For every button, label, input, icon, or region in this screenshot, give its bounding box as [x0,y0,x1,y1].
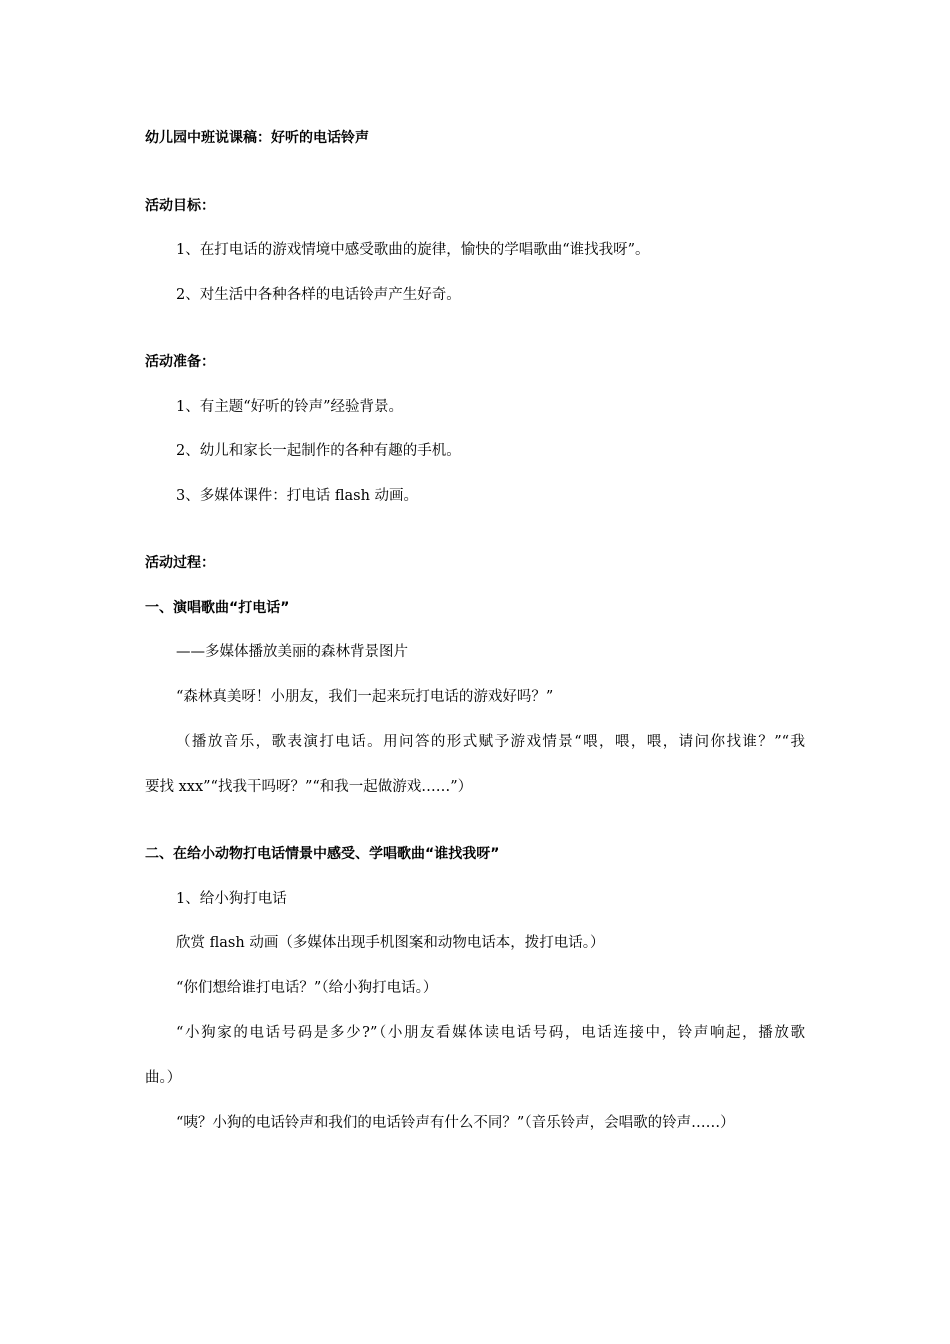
section2-paragraph-2: 欣赏 flash 动画（多媒体出现手机图案和动物电话本，拨打电话。） [176,935,605,951]
section2-heading: 二、在给小动物打电话情景中感受、学唱歌曲“谁找我呀” [145,846,500,862]
section1-paragraph-2: “森林真美呀！小朋友，我们一起来玩打电话的游戏好吗？” [176,689,554,705]
goals-heading: 活动目标： [145,198,215,214]
goal-item-2: 2、对生活中各种各样的电话铃声产生好奇。 [176,287,461,303]
section1-paragraph-3-line-1: （播放音乐，歌表演打电话。用问答的形式赋予游戏情景“喂，喂，喂，请问你找谁？”“我 [176,734,805,750]
goal-item-1: 1、在打电话的游戏情境中感受歌曲的旋律，愉快的学唱歌曲“谁找我呀”。 [176,242,650,258]
prep-item-2: 2、幼儿和家长一起制作的各种有趣的手机。 [176,443,461,459]
prep-item-3: 3、多媒体课件：打电话 flash 动画。 [176,488,419,504]
section1-heading: 一、演唱歌曲“打电话” [145,600,290,616]
section2-paragraph-5: “咦？小狗的电话铃声和我们的电话铃声有什么不同？”（音乐铃声，会唱歌的铃声……） [176,1115,735,1131]
prep-item-1: 1、有主题“好听的铃声”经验背景。 [176,399,404,415]
prep-heading: 活动准备： [145,354,215,370]
section2-paragraph-1: 1、给小狗打电话 [176,891,287,907]
section1-paragraph-3-line-2: 要找 xxx”“找我干吗呀？”“和我一起做游戏……”） [145,779,473,795]
process-heading: 活动过程： [145,555,215,571]
section1-paragraph-1: ——多媒体播放美丽的森林背景图片 [176,644,408,660]
section2-paragraph-4-line-1: “小狗家的电话号码是多少?”（小朋友看媒体读电话号码，电话连接中，铃声响起，播放歌 [176,1025,805,1041]
document-title: 幼儿园中班说课稿：好听的电话铃声 [145,130,369,146]
section2-paragraph-3: “你们想给谁打电话？”（给小狗打电话。） [176,980,438,996]
section2-paragraph-4-line-2: 曲。） [145,1070,182,1086]
